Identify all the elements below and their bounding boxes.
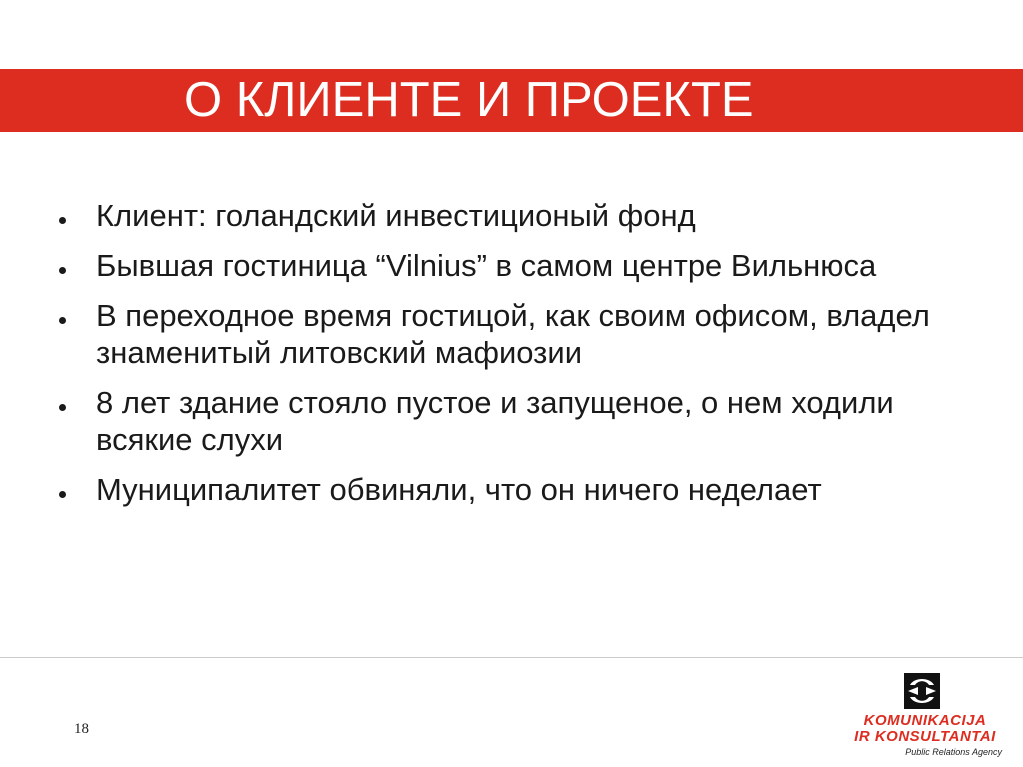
bullet-list (59, 197, 979, 521)
bullet-item (59, 247, 979, 284)
bullet-dot-icon (59, 217, 66, 224)
bullet-dot-icon (59, 404, 66, 411)
title-band (0, 69, 1023, 132)
footer-divider (0, 657, 1023, 658)
bullet-text: В переходное время гостицой, как своим офисом, владел знаменитый литовский мафиозии (96, 298, 930, 370)
bullet-item (59, 384, 979, 458)
bullet-text: Муниципалитет обвиняли, что он ничего неделает (96, 472, 822, 507)
agency-logo-icon (904, 673, 940, 709)
logo-line-1: KOMUNIKACIJA (863, 712, 987, 729)
bullet-text: Бывшая гостиница “Vilnius” в самом центре Вильнюса (96, 248, 877, 283)
logo-line-2: IR KONSULTANTAI (854, 728, 996, 745)
bullet-dot-icon (59, 267, 66, 274)
agency-logo (836, 673, 1014, 763)
bullet-item (59, 471, 979, 508)
page-number: 18 (74, 721, 89, 737)
bullet-dot-icon (59, 317, 66, 324)
bullet-item (59, 297, 979, 371)
slide-title: О КЛИЕНТЕ И ПРОЕКТЕ (184, 73, 754, 127)
bullet-text: 8 лет здание стояло пустое и запущеное, о нем ходили всякие слухи (96, 385, 894, 457)
bullet-item (59, 197, 979, 234)
bullet-dot-icon (59, 491, 66, 498)
bullet-text: Клиент: голандский инвестиционый фонд (96, 198, 696, 233)
logo-tagline: Public Relations Agency (905, 747, 1002, 757)
